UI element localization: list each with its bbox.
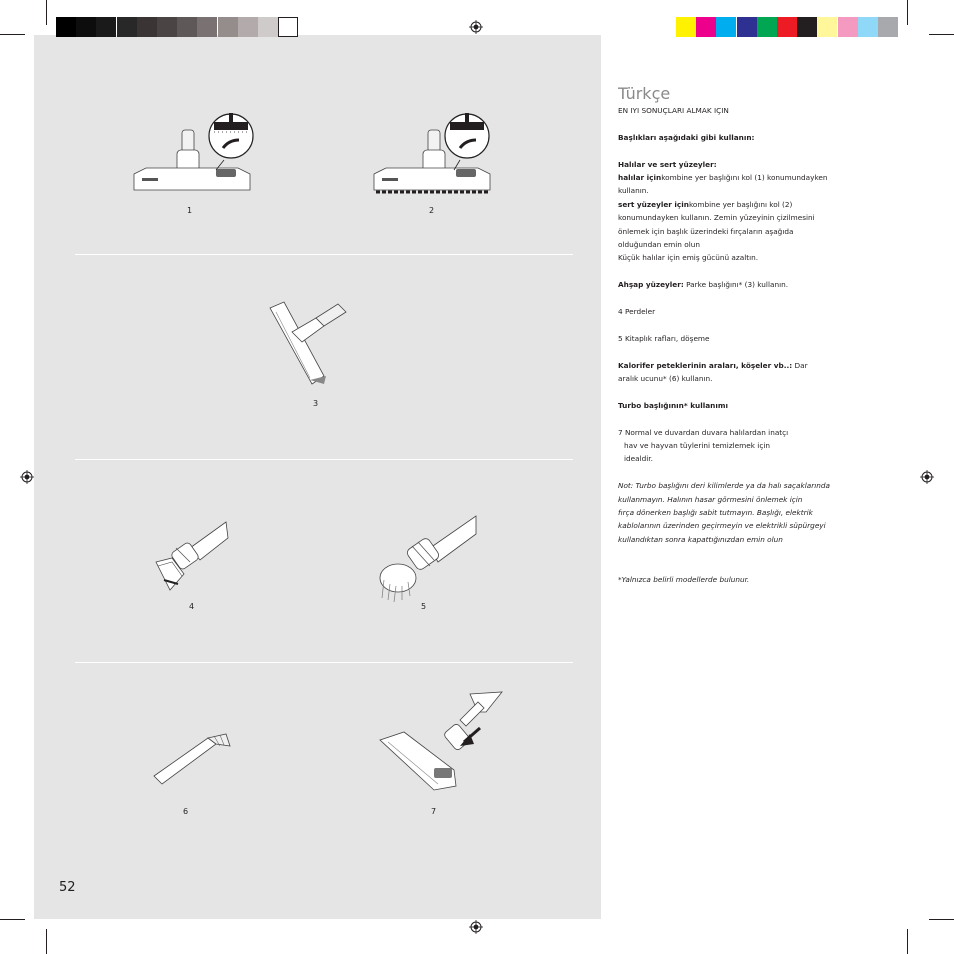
figure-label: 4 (189, 602, 195, 611)
small-rugs-text: Küçük halılar için emiş gücünü azaltın. (618, 253, 759, 263)
wood-text: Parke başlığını* (3) kullanın. (686, 280, 789, 290)
turbo-text-cont: hav ve hayvan tüylerini temizlemek için (624, 441, 770, 451)
grey-swatch (76, 17, 96, 37)
note-text: kullandıktan sonra kapattığınızdan emin olun (618, 534, 783, 544)
dusting-brush-icon (374, 512, 478, 606)
grey-swatch (218, 17, 238, 37)
use-heads-heading: Başlıkları aşağıdaki gibi kullanın: (618, 132, 755, 142)
note-text: kablolarının üzerinden geçirmeyin ve elektrikli süpürgeyi (618, 521, 826, 531)
grey-swatch (157, 17, 177, 37)
hard-text-cont: önlemek için başlık üzerindeki fırçaların aşağıda (618, 226, 794, 236)
carpets-hard-heading: Halılar ve sert yüzeyler: (618, 159, 717, 169)
color-swatch (676, 17, 696, 37)
carpets-paragraph (618, 171, 858, 184)
color-swatch (838, 17, 858, 37)
shelves-text: 5 Kitaplık rafları, döşeme (618, 333, 710, 343)
grey-swatch (96, 17, 116, 37)
radiator-text-cont: aralık ucunu* (6) kullanın. (618, 374, 713, 384)
hard-floor-nozzle-icon (370, 100, 498, 200)
note-text: kullanmayın. Halının hasar görmesini önlemek için (618, 494, 803, 504)
grey-swatch (56, 17, 76, 37)
parquet-nozzle-icon (262, 296, 358, 390)
carpet-nozzle-icon (128, 100, 256, 196)
grey-swatch (177, 17, 197, 37)
color-swatch (878, 17, 898, 37)
color-swatch (757, 17, 777, 37)
color-swatch (817, 17, 837, 37)
figure-label: 5 (421, 602, 427, 611)
instructions-column (618, 84, 858, 586)
page-number: 52 (59, 880, 76, 895)
hard-text-cont: olduğundan emin olun (618, 240, 700, 250)
color-swatch (737, 17, 757, 37)
turbo-heading: Turbo başlığının* kullanımı (618, 400, 728, 410)
registration-mark-icon (920, 470, 934, 484)
turbo-brush-icon (374, 690, 504, 796)
grey-swatch (258, 17, 278, 37)
color-swatch (777, 17, 797, 37)
turbo-text: 7 Normal ve duvardan duvara halılardan inatçı (618, 427, 789, 437)
language-title: Türkçe (618, 84, 671, 103)
section-subtitle: EN IYI SONUÇLARI ALMAK IÇIN (618, 106, 729, 115)
turbo-text-cont: idealdir. (624, 454, 653, 464)
wood-label: Ahşap yüzeyler: (618, 280, 684, 290)
grey-swatch (117, 17, 137, 37)
figure-label: 7 (431, 807, 437, 816)
color-swatch (858, 17, 878, 37)
color-swatch (797, 17, 817, 37)
hard-text-cont: konumundayken kullanın. Zemin yüzeyinin çizilmesini (618, 213, 815, 223)
illustration-panel (34, 35, 601, 919)
color-swatch (696, 17, 716, 37)
carpets-label: halılar için (618, 173, 662, 182)
section-divider (75, 459, 573, 460)
curtains-text: 4 Perdeler (618, 307, 656, 317)
hard-text: kombine yer başlığını kol (2) (688, 199, 793, 209)
grey-swatch (197, 17, 217, 37)
color-swatch (716, 17, 736, 37)
hard-paragraph (618, 198, 858, 211)
registration-mark-icon (469, 20, 483, 34)
upholstery-nozzle-icon (150, 518, 232, 600)
carpets-text-cont: kullanın. (618, 186, 649, 196)
note-text: fırça dönerken başlığı sabit tutmayın. Başlığı, elektrik (618, 508, 813, 518)
hard-label: sert yüzeyler için (618, 199, 689, 209)
carpets-text: kombine yer başlığını kol (1) konumundayken (661, 173, 828, 182)
figure-label: 2 (429, 206, 435, 215)
registration-mark-icon (469, 920, 483, 934)
wood-paragraph (618, 278, 858, 291)
grey-swatch (278, 17, 298, 37)
footnote-text: *Yalnızca belirli modellerde bulunur. (618, 575, 750, 585)
registration-mark-icon (20, 470, 34, 484)
radiator-paragraph (618, 359, 858, 372)
section-divider (75, 662, 573, 663)
section-divider (75, 254, 573, 255)
crevice-tool-icon (150, 732, 234, 788)
grey-swatch (137, 17, 157, 37)
figure-label: 1 (187, 206, 193, 215)
radiator-text: Dar (794, 360, 808, 370)
figure-label: 3 (313, 399, 319, 408)
figure-label: 6 (183, 807, 189, 816)
grey-swatch (238, 17, 258, 37)
radiator-label: Kalorifer peteklerinin araları, köşeler vb..: (618, 360, 793, 370)
note-text: Not: Turbo başlığını deri kilimlerde ya da halı saçaklarında (618, 481, 830, 491)
